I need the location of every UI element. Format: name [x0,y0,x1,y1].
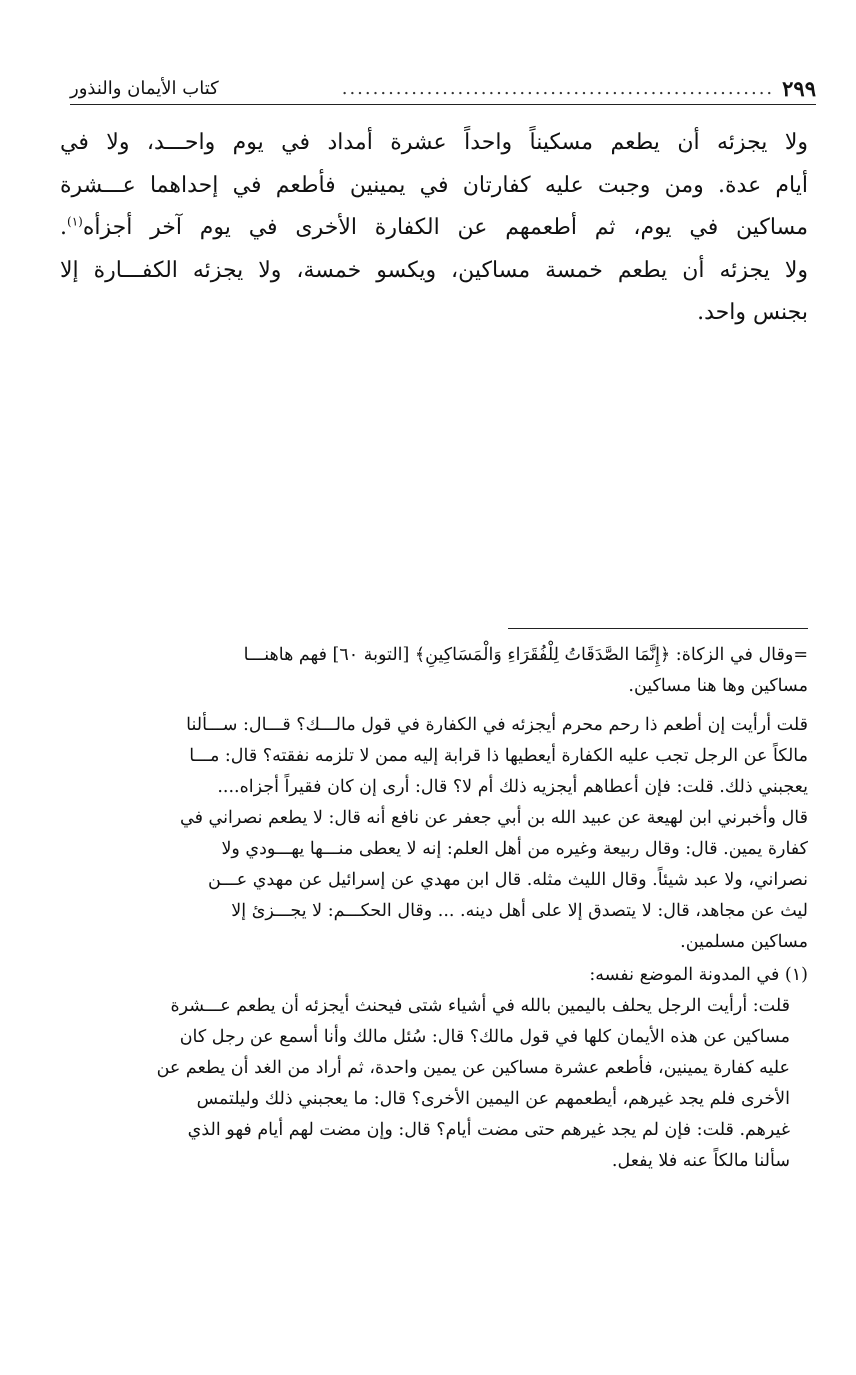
footnote-line: مساكين مسلمين. [680,932,808,952]
footnote-line: سألنا مالكاً عنه فلا يفعل. [611,1151,790,1171]
footnote-line: الأخرى فلم يجد غيرهم، أيطعمهم عن اليمين الأخرى؟ قال: ما يعجبني ذلك وليلتمس [196,1089,790,1109]
footnote-line: =وقال في الزكاة: ﴿إِنَّمَا الصَّدَقَاتُ لِلْفُقَرَاءِ وَالْمَسَاكِينِ﴾ [التوبة ٦٠] فهم هاهنـــا [243,645,808,665]
page-number: ٢٩٩ [782,75,816,101]
main-text-line: بجنس واحد. [697,300,808,325]
footnote-separator [508,628,808,629]
footnote-line: قال وأخبرني ابن لهيعة عن عبيد الله بن أبي جعفر عن نافع أنه قال: لا يطعم نصراني في [179,808,808,828]
footnote-marker[interactable]: (١) [67,214,83,229]
footnote-line: مساكين عن هذه الأيمان كلها في قول مالك؟ قال: سُئل مالك وأنا أسمع عن رجل كان [179,1027,790,1047]
main-text-fragment: . [60,215,67,240]
main-text-line: ولا يجزئه أن يطعم خمسة مساكين، ويكسو خمسة، ولا يجزئه الكفـــارة إلا [60,257,808,283]
main-text-line: أيام عدة. ومن وجبت عليه كفارتان في يمينين فأطعم في إحداهما عـــشرة [60,172,808,198]
footnote-line: عليه كفارة يمينين، فأطعم عشرة مساكين عن يمين واحدة، ثم أراد من الغد أن يطعم عن [156,1058,790,1078]
footnotes [62,640,808,1177]
footnote-line: ليث عن مجاهد، قال: لا يتصدق إلا على أهل دينه. ... وقال الحكـــم: لا يجـــزئ إلا [231,901,808,921]
running-header [70,72,816,105]
footnote-1-heading: (١) في المدونة الموضع نفسه: [589,965,808,985]
main-text-line: ولا يجزئه أن يطعم مسكيناً واحداً عشرة أمداد في يوم واحـــد، ولا في [60,130,808,155]
main-text-line [60,207,808,250]
footnote-paragraph [62,710,808,958]
footnote-line: مساكين وها هنا مساكين. [628,676,808,696]
footnote-1-quote [62,991,808,1177]
footnote-line: نصراني، ولا عبد شيئاً. وقال الليث مثله. قال ابن مهدي عن إسرائيل عن مهدي عـــن [208,870,808,890]
main-text [60,122,808,335]
leader-dots: ........................................................ [341,77,775,99]
footnote-line: مالكاً عن الرجل تجب عليه الكفارة أيعطيها ذا قرابة إليه ممن لا تلزمه نفقته؟ قال: مـــا [189,746,808,766]
main-text-fragment: مساكين في يوم، ثم أطعمهم عن الكفارة الأخرى في يوم آخر أجزأه [82,215,808,240]
footnote-line: قلت أرأيت إن أطعم ذا رحم محرم أيجزئه في الكفارة في قول مالـــك؟ قـــال: ســـألنا [186,715,808,735]
footnote-line: كفارة يمين. قال: وقال ربيعة وغيره من أهل العلم: إنه لا يعطى منـــها يهـــودي ولا [221,839,808,859]
footnote-line: يعجبني ذلك. قلت: فإن أعطاهم أيجزيه ذلك أم لا؟ قال: أرى إن كان فقيراً أجزاه.... [217,777,808,797]
footnote-line: غيرهم. قلت: فإن لم يجد غيرهم حتى مضت أيام؟ قال: وإن مضت لهم أيام فهو الذي [187,1120,790,1140]
footnote-line: قلت: أرأيت الرجل يحلف باليمين بالله في أشياء شتى فيحنث أيجزئه أن يطعم عـــشرة [170,996,790,1016]
book-title: كتاب الأيمان والنذور [70,77,219,99]
